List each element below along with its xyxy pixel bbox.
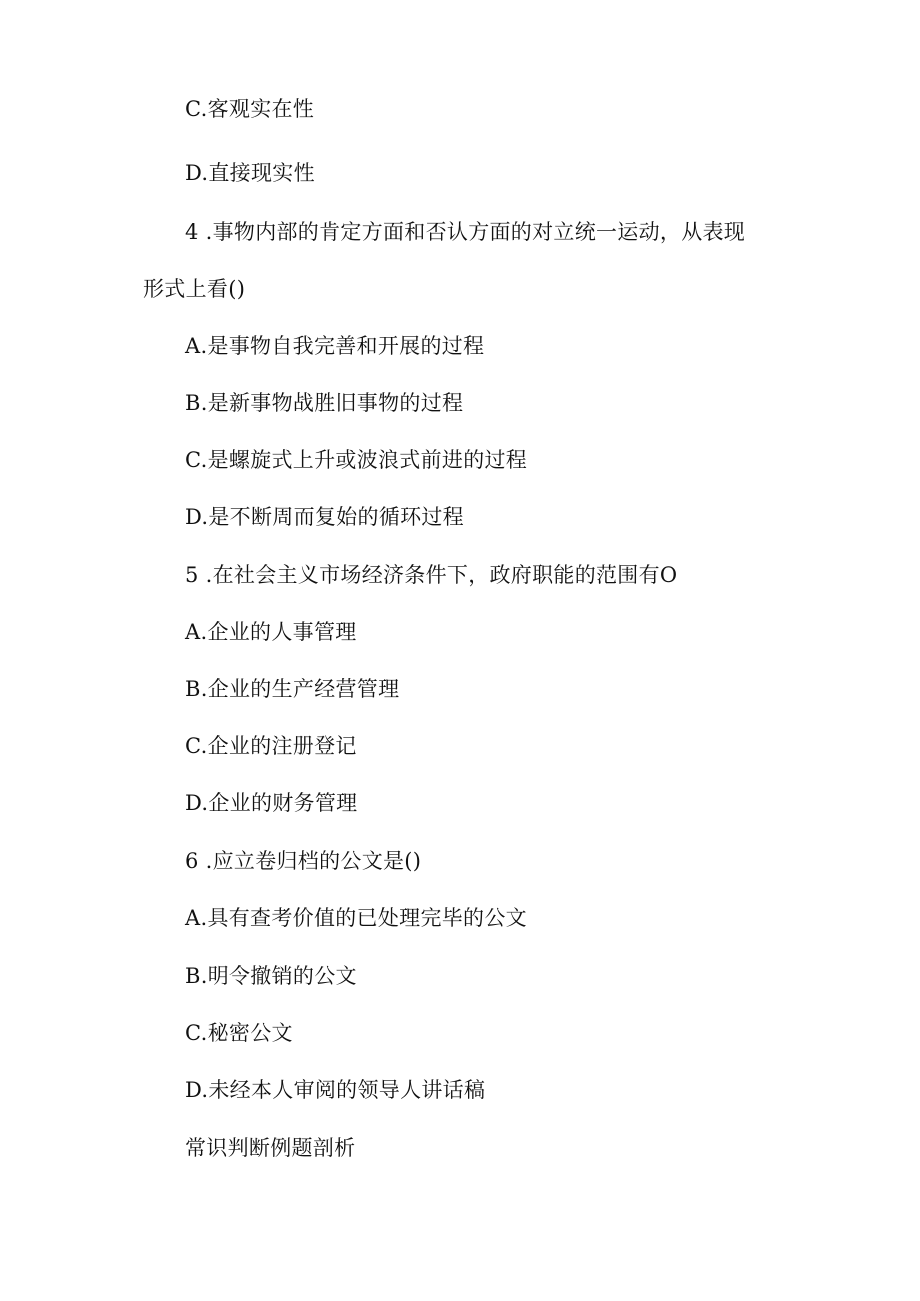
section-heading: 常识判断例题剖析 <box>185 1136 356 1160</box>
question-6-option-b: B.明令撤销的公文 <box>185 964 357 988</box>
question-4-line-2: 形式上看() <box>143 277 246 301</box>
question-4-line-1: 4 .事物内部的肯定方面和否认方面的对立统一运动，从表现 <box>185 220 746 244</box>
question-4-option-d: D.是不断周而复始的循环过程 <box>185 505 464 529</box>
question-5: 5 .在社会主义市场经济条件下，政府职能的范围有O <box>185 563 678 587</box>
question-4-option-b: B.是新事物战胜旧事物的过程 <box>185 391 464 415</box>
question-6-option-c: C.秘密公文 <box>185 1021 293 1045</box>
question-6-option-a: A.具有查考价值的已处理完毕的公文 <box>185 906 527 930</box>
question-6-option-d: D.未经本人审阅的领导人讲话稿 <box>185 1078 486 1102</box>
question-6: 6 .应立卷归档的公文是() <box>185 849 422 873</box>
question-5-option-a: A.企业的人事管理 <box>185 620 357 644</box>
option-d-line: D.直接现实性 <box>185 161 315 185</box>
question-5-option-b: B.企业的生产经营管理 <box>185 677 400 701</box>
question-5-option-d: D.企业的财务管理 <box>185 791 358 815</box>
question-5-option-c: C.企业的注册登记 <box>185 734 357 758</box>
question-4-option-a: A.是事物自我完善和开展的过程 <box>185 334 485 358</box>
question-4-option-c: C.是螺旋式上升或波浪式前进的过程 <box>185 448 528 472</box>
option-c-line: C.客观实在性 <box>185 97 315 121</box>
